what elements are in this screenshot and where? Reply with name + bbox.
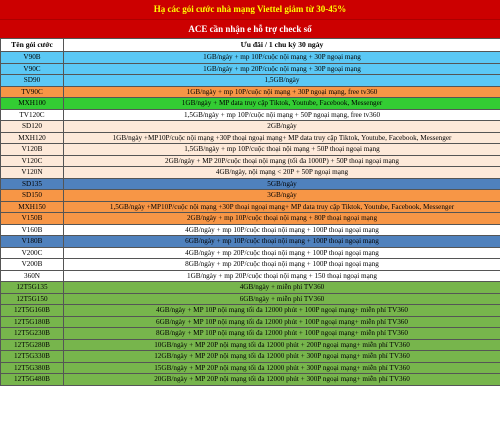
package-name-cell: TV120C <box>1 109 64 121</box>
package-name-cell: 12T5G135 <box>1 282 64 294</box>
table-header-row <box>1 39 500 52</box>
table-row <box>1 236 500 248</box>
package-name-cell: V200B <box>1 259 64 271</box>
package-name-cell: 12T5G150 <box>1 293 64 305</box>
package-offer-cell: 1GB/ngày + mp 10P/cuộc nội mạng + 30P ngoại mạng, free tv360 <box>64 86 500 98</box>
table-row <box>1 316 500 328</box>
package-name-cell: 360N <box>1 270 64 282</box>
package-name-cell: V180B <box>1 236 64 248</box>
table-row <box>1 63 500 75</box>
table-row <box>1 52 500 64</box>
banner <box>0 0 500 39</box>
table-row <box>1 167 500 179</box>
table-row <box>1 362 500 374</box>
table-row <box>1 224 500 236</box>
table-row <box>1 282 500 294</box>
package-offer-cell: 4GB/ngày + miễn phí TV360 <box>64 282 500 294</box>
package-name-cell: V200C <box>1 247 64 259</box>
header-package-name: Tên gói cước <box>1 39 64 52</box>
table-row <box>1 201 500 213</box>
package-offer-cell: 6GB/ngày + miễn phí TV360 <box>64 293 500 305</box>
table-row <box>1 121 500 133</box>
table-row <box>1 328 500 340</box>
package-offer-cell: 6GB/ngày + MP 10P nội mạng tối đa 12000 phút + 100P ngoại mạng+ miễn phí TV360 <box>64 316 500 328</box>
package-name-cell: SD150 <box>1 190 64 202</box>
package-offer-cell: 5GB/ngày <box>64 178 500 190</box>
package-offer-cell: 15GB/ngày + MP 20P nội mạng tối đa 12000 phút + 300P ngoại mạng+ miễn phí TV360 <box>64 362 500 374</box>
package-offer-cell: 1GB/ngày + mp 20P/cuộc nội mạng + 30P ngoại mạng <box>64 63 500 75</box>
table-row <box>1 270 500 282</box>
package-offer-cell: 1,5GB/ngày +MP10P/cuộc nội mạng +30P thoại ngoại mạng+ MP data truy cập Tiktok, Youtube, Facebook, Messenger <box>64 201 500 213</box>
table-row <box>1 247 500 259</box>
package-offer-cell: 4GB/ngày + mp 10P/cuộc thoại nội mạng + 100P thoại ngoại mạng <box>64 224 500 236</box>
table-row <box>1 351 500 363</box>
package-name-cell: MXH150 <box>1 201 64 213</box>
package-name-cell: TV90C <box>1 86 64 98</box>
package-name-cell: V150B <box>1 213 64 225</box>
header-offer: Ưu đãi / 1 chu kỳ 30 ngày <box>64 39 500 52</box>
package-name-cell: 12T5G230B <box>1 328 64 340</box>
package-name-cell: MXH100 <box>1 98 64 110</box>
package-name-cell: V90C <box>1 63 64 75</box>
package-offer-cell: 4GB/ngày + MP 10P nội mạng tối đa 12000 phút + 100P ngoại mạng+ miễn phí TV360 <box>64 305 500 317</box>
table-body <box>1 52 500 386</box>
package-name-cell: 12T5G280B <box>1 339 64 351</box>
package-offer-cell: 4GB/ngày, nội mạng < 20P + 50P ngoại mạng <box>64 167 500 179</box>
table-row <box>1 178 500 190</box>
package-name-cell: 12T5G480B <box>1 374 64 386</box>
table-row <box>1 213 500 225</box>
package-name-cell: 12T5G160B <box>1 305 64 317</box>
package-table <box>0 38 500 386</box>
package-offer-cell: 8GB/ngày + mp 20P/cuộc thoại nội mạng + 100P thoại ngoại mạng <box>64 259 500 271</box>
table-row <box>1 132 500 144</box>
table-row <box>1 190 500 202</box>
table-row <box>1 259 500 271</box>
package-offer-cell: 1GB/ngày +MP10P/cuộc nội mạng +30P thoại ngoại mạng+ MP data truy cập Tiktok, Youtube, Facebook, Messenger <box>64 132 500 144</box>
package-offer-cell: 1,5GB/ngày + mp 10P/cuộc nội mạng + 50P ngoại mạng, free tv360 <box>64 109 500 121</box>
table-row <box>1 374 500 386</box>
package-offer-cell: 1GB/ngày + MP data truy cập Tiktok, Youtube, Facebook, Messenger <box>64 98 500 110</box>
package-name-cell: MXH120 <box>1 132 64 144</box>
package-name-cell: 12T5G180B <box>1 316 64 328</box>
table-row <box>1 109 500 121</box>
package-offer-cell: 6GB/ngày + mp 10P/cuộc thoại nội mạng + 100P thoại ngoại mạng <box>64 236 500 248</box>
package-offer-cell: 1GB/ngày + mp 10P/cuộc nội mạng + 30P ngoại mạng <box>64 52 500 64</box>
package-offer-cell: 4GB/ngày + mp 20P/cuộc thoại nội mạng + 100P thoại ngoại mạng <box>64 247 500 259</box>
package-name-cell: SD120 <box>1 121 64 133</box>
package-name-cell: SD135 <box>1 178 64 190</box>
banner-subtitle: ACE cần nhận e hỗ trợ check số <box>0 19 500 39</box>
package-name-cell: 12T5G330B <box>1 351 64 363</box>
banner-title: Hạ các gói cước nhà mạng Viettel giảm từ 30-45% <box>153 4 347 14</box>
package-offer-cell: 3GB/ngày <box>64 190 500 202</box>
package-name-cell: V120C <box>1 155 64 167</box>
package-offer-cell: 2GB/ngày + mp 10P/cuộc thoại nội mạng + 80P thoại ngoại mạng <box>64 213 500 225</box>
package-name-cell: V160B <box>1 224 64 236</box>
table-row <box>1 144 500 156</box>
table-row <box>1 293 500 305</box>
package-name-cell: V120B <box>1 144 64 156</box>
package-offer-cell: 1,5GB/ngày <box>64 75 500 87</box>
package-offer-cell: 1GB/ngày + mp 20P/cuộc thoại nội mạng + 150 thoại ngoại mạng <box>64 270 500 282</box>
package-name-cell: 12T5G380B <box>1 362 64 374</box>
table-row <box>1 305 500 317</box>
package-name-cell: SD90 <box>1 75 64 87</box>
package-offer-cell: 10GB/ngày + MP 20P nội mạng tối đa 12000 phút + 200P ngoại mạng+ miễn phí TV360 <box>64 339 500 351</box>
table-row <box>1 75 500 87</box>
table-row <box>1 98 500 110</box>
package-offer-cell: 2GB/ngày <box>64 121 500 133</box>
package-name-cell: V120N <box>1 167 64 179</box>
package-name-cell: V90B <box>1 52 64 64</box>
package-offer-cell: 20GB/ngày + MP 20P nội mạng tối đa 12000 phút + 300P ngoại mạng+ miễn phí TV360 <box>64 374 500 386</box>
table-row <box>1 155 500 167</box>
package-offer-cell: 2GB/ngày + MP 20P/cuộc thoại nội mạng (tối đa 1000P) + 50P thoại ngoại mạng <box>64 155 500 167</box>
package-offer-cell: 1,5GB/ngày + mp 10P/cuộc thoại nội mạng + 50P thoại ngoại mạng <box>64 144 500 156</box>
table-row <box>1 86 500 98</box>
table-row <box>1 339 500 351</box>
package-offer-cell: 8GB/ngày + MP 10P nội mạng tối đa 12000 phút + 100P ngoại mạng+ miễn phí TV360 <box>64 328 500 340</box>
package-offer-cell: 12GB/ngày + MP 20P nội mạng tối đa 12000 phút + 300P ngoại mạng+ miễn phí TV360 <box>64 351 500 363</box>
